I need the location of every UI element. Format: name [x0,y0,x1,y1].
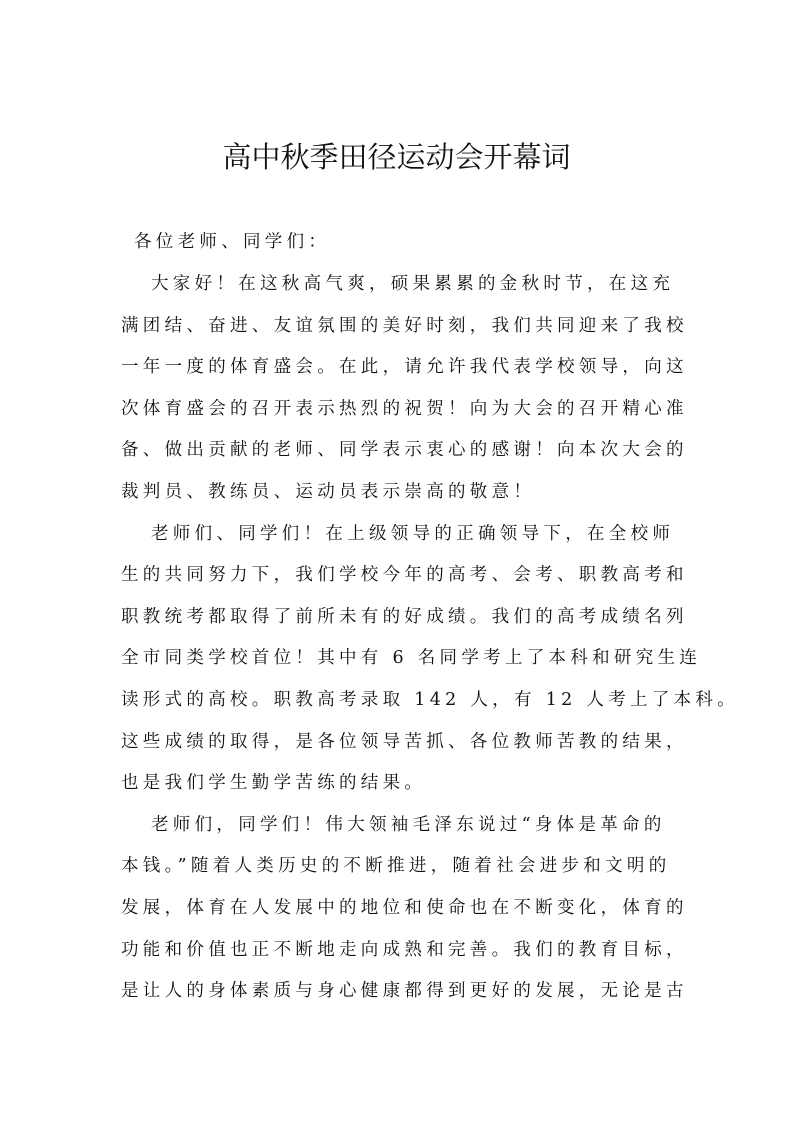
text-line: 也是我们学生勤学苦练的结果。 [121,773,427,794]
text-line: 裁判员、教练员、运动员表示崇高的敬意！ [121,481,536,502]
text-line: 一年一度的体育盛会。在此，请允许我代表学校领导，向这 [121,357,688,378]
text-line: 生的共同努力下，我们学校今年的高考、会考、职教高考和 [121,565,688,586]
text-line: 次体育盛会的召开表示热烈的祝贺！向为大会的召开精心准 [121,398,688,419]
paragraph-achievements [121,514,740,805]
document-body [121,264,740,1013]
text-line: 老师们、同学们！在上级领导的正确领导下，在全校师 [151,523,675,544]
document-title: 高中秋季田径运动会开幕词 [222,140,571,174]
text-line: 本钱。”随着人类历史的不断推进，随着社会进步和文明的 [121,856,671,877]
text-line: 满团结、奋进、友谊氛围的美好时刻，我们共同迎来了我校 [121,315,688,336]
text-line: 全市同类学校首位！其中有 6 名同学考上了本科和研究生连 [121,648,702,669]
text-line: 大家好！在这秋高气爽，硕果累累的金秋时节，在这充 [151,274,675,294]
text-line: 发展，体育在人发展中的地位和使命也在不断变化，体育的 [121,897,688,918]
paragraph-welcome [121,264,688,514]
text-line: 职教统考都取得了前所未有的好成绩。我们的高考成绩名列 [121,606,688,627]
text-line: 读形式的高校。职教高考录取 142 人，有 12 人考上了本科。 [121,689,740,710]
text-line: 是让人的身体素质与身心健康都得到更好的发展，无论是古 [121,981,688,1002]
salutation: 各位老师、同学们： [134,232,331,252]
text-line: 这些成绩的取得，是各位领导苦抓、各位教师苦教的结果， [121,731,688,752]
text-line: 备、做出贡献的老师、同学表示衷心的感谢！向本次大会的 [121,440,688,461]
text-line: 老师们，同学们！伟大领袖毛泽东说过“身体是革命的 [151,814,666,835]
paragraph-physical-education [121,805,688,1013]
text-line: 功能和价值也正不断地走向成熟和完善。我们的教育目标， [121,939,688,960]
